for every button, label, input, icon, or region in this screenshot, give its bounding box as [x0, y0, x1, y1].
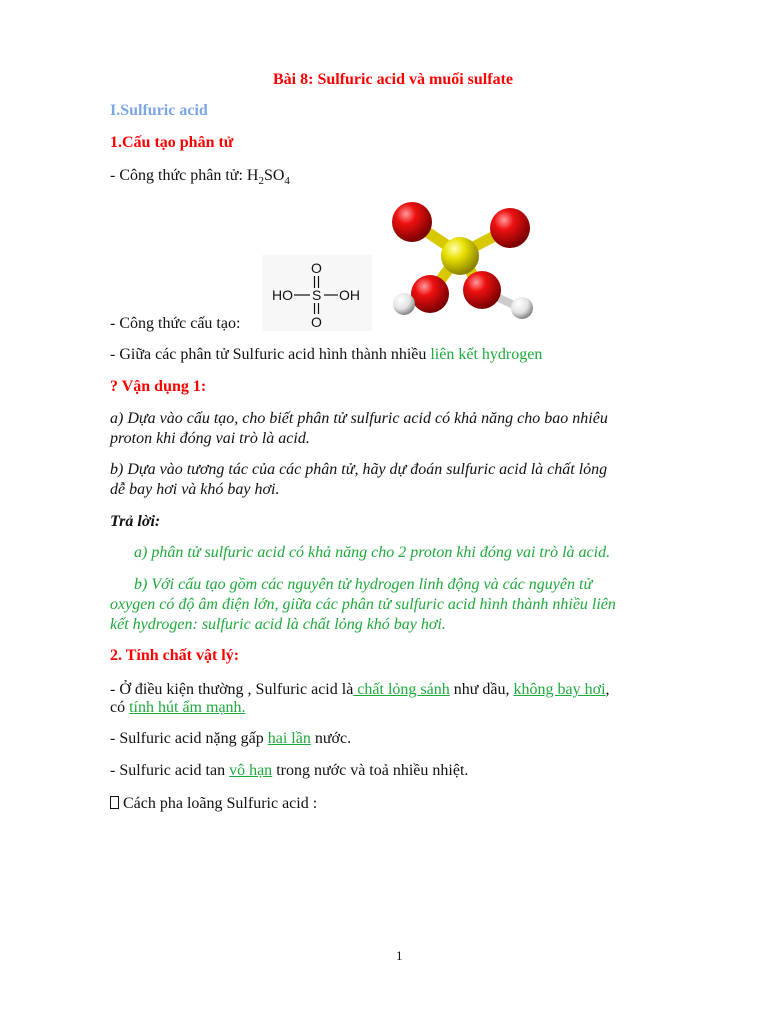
dilution-line: Cách pha loãng Sulfuric acid : — [110, 795, 317, 813]
section-heading: I.Sulfuric acid — [110, 102, 208, 119]
answer-b-line-3: kết hydrogen: sulfuric acid là chất lỏng khó bay hơi. — [110, 616, 446, 633]
answer-b-line-2: oxygen có độ âm điện lớn, giữa các phân tử sulfuric acid hình thành nhiều liên — [110, 596, 616, 613]
physical-property-line-1: - Ở điều kiện thường , Sulfuric acid là chất lỏng sánh như dầu, không bay hơi, — [110, 681, 610, 698]
apply-heading: ? Vận dụng 1: — [110, 378, 207, 395]
question-a-line-1: a) Dựa vào cấu tạo, cho biết phân tử sulfuric acid có khả năng cho bao nhiêu — [110, 410, 608, 427]
hydroxyl-left-label: HO — [272, 287, 293, 303]
hydrogen-atom — [393, 293, 415, 315]
question-a-line-2: proton khi đóng vai trò là acid. — [110, 430, 310, 447]
page-number: 1 — [396, 948, 403, 963]
question-b-line-2: dễ bay hơi và khó bay hơi. — [110, 481, 280, 498]
oxygen-atom — [463, 271, 501, 309]
answer-a: a) phân tử sulfuric acid có khả năng cho 2 proton khi đóng vai trò là acid. — [134, 544, 611, 561]
oxygen-atom — [392, 202, 432, 242]
answer-b-line-1: b) Với cấu tạo gồm các nguyên tử hydrogen linh động và các nguyên tử — [134, 576, 593, 593]
question-b-line-1: b) Dựa vào tương tác của các phân tử, hãy dự đoán sulfuric acid là chất lỏng — [110, 461, 608, 478]
oxygen-bottom-label: O — [311, 314, 322, 330]
sulfur-label: S — [312, 287, 322, 303]
structural-formula — [262, 255, 372, 331]
page-title: Bài 8: Sulfuric acid và muối sulfate — [273, 71, 514, 88]
physical-property-line-3: - Sulfuric acid tan vô hạn trong nước và toả nhiều nhiệt. — [110, 762, 469, 779]
bullet-placeholder-icon — [110, 796, 119, 809]
hydrogen-bond-line: - Giữa các phân tử Sulfuric acid hình thành nhiều liên kết hydrogen — [110, 346, 543, 363]
molecular-formula-line: - Công thức phân tử: $H_2SO_4$ — [110, 167, 290, 188]
hydroxyl-right-label: OH — [339, 287, 360, 303]
ball-and-stick-molecule-image — [378, 198, 548, 330]
oxygen-atom — [490, 208, 530, 248]
structural-formula-label: - Công thức cấu tạo: — [110, 315, 241, 332]
oxygen-atom — [411, 275, 449, 313]
oxygen-top-label: O — [311, 260, 322, 276]
sulfur-atom — [441, 237, 479, 275]
answer-label: Trả lời: — [110, 513, 161, 530]
physical-property-line-1b: có tính hút ẩm mạnh. — [110, 699, 246, 716]
hydrogen-atom — [511, 297, 533, 319]
subsection-heading: 1.Cấu tạo phân tử — [110, 134, 234, 151]
subsection-heading-2: 2. Tính chất vật lý: — [110, 647, 240, 664]
physical-property-line-2: - Sulfuric acid nặng gấp hai lần nước. — [110, 730, 352, 747]
